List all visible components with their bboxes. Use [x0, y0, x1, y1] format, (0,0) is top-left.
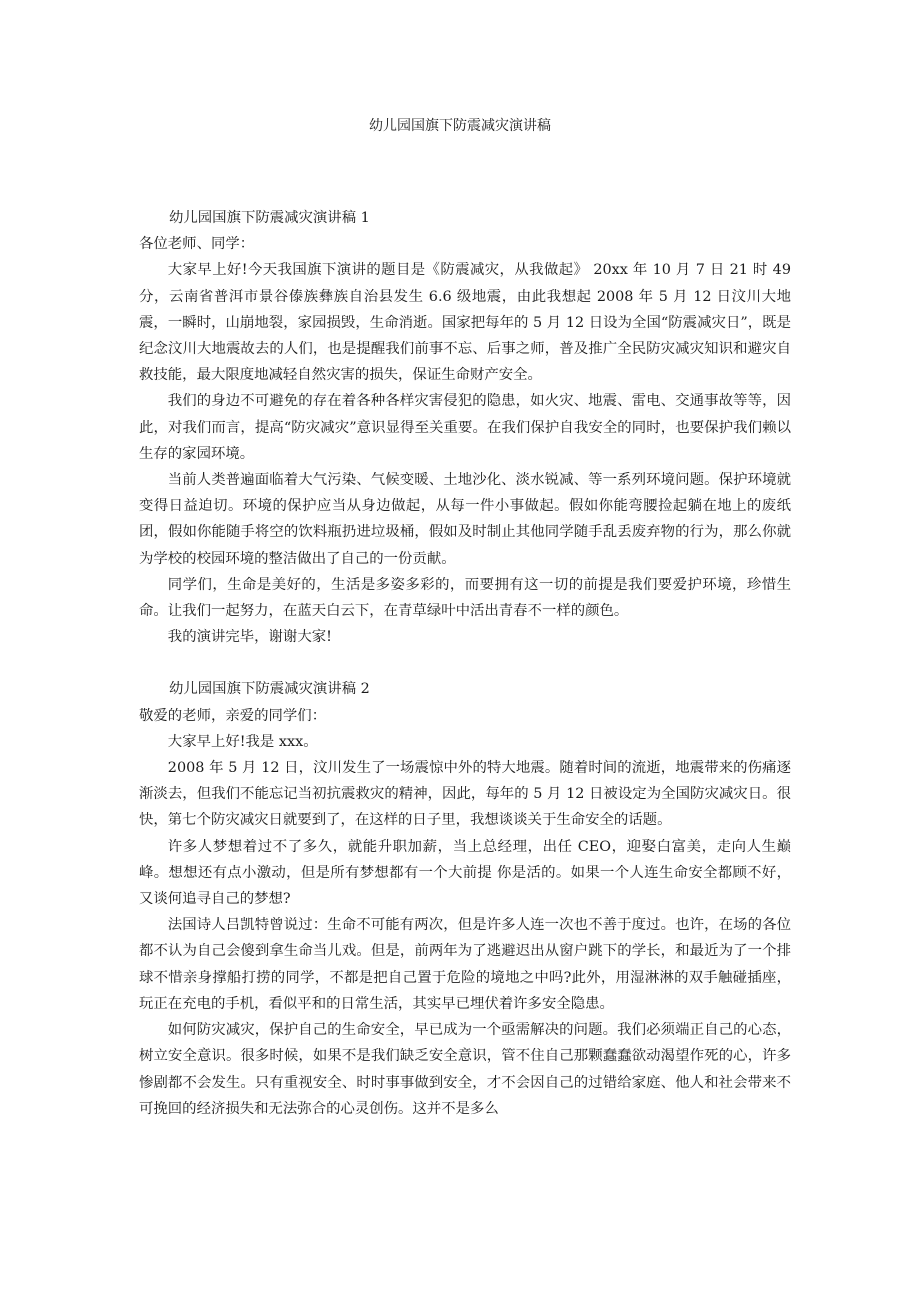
speech-1	[139, 205, 791, 650]
paragraph: 我的演讲完毕，谢谢大家!	[167, 629, 332, 646]
section-spacer	[139, 650, 791, 676]
paragraph: 我们的身边不可避免的存在着各种各样灾害侵犯的隐患，如火灾、地震、雷电、交通事故等等，因此，对我们而言，提高“防灾减灾”意识显得至关重要。在我们保护自我安全的同时，也要保护我们赖以生存的家园环境。	[139, 393, 791, 462]
document-title: 幼儿园国旗下防震减灾演讲稿	[369, 118, 551, 134]
speech-2-title: 幼儿园国旗下防震减灾演讲稿 2	[169, 681, 370, 698]
paragraph: 大家早上好!今天我国旗下演讲的题目是《防震减灾，从我做起》 20xx 年 10 月 7 日 21 时 49 分，云南省普洱市景谷傣族彝族自治县发生 6.6 级地震，由此我想起 2008 年 5 月 12 日汶川大地震，一瞬时，山崩地裂，家园损毁，生命消逝。国家把每年的 5 月 12 日设为全国“防震减灾日”，既是纪念汶川大地震故去的人们，也是提醒我们前事不忘、后事之师，普及推广全民防灾减灾知识和避灾自救技能，最大限度地减轻自然灾害的损失，保证生命财产安全。	[139, 262, 791, 384]
paragraph: 法国诗人吕凯特曾说过：生命不可能有两次，但是许多人连一次也不善于度过。也许，在场的各位都不认为自己会傻到拿生命当儿戏。但是，前两年为了逃避迟出从窗户跳下的学长，和最近为了一个排球不惜亲身撑船打捞的同学，不都是把自己置于危险的境地之中吗?此外，用湿淋淋的双手触碰插座，玩正在充电的手机，看似平和的日常生活，其实早已埋伏着许多安全隐患。	[139, 917, 791, 1012]
speech-2	[139, 676, 791, 1121]
speech-2-salutation: 敬爱的老师，亲爱的同学们：	[139, 707, 327, 724]
paragraph: 如何防灾减灾，保护自己的生命安全，早已成为一个亟需解决的问题。我们必须端正自己的心态，树立安全意识。很多时候，如果不是我们缺乏安全意识，管不住自己那颗蠢蠢欲动渴望作死的心，许多惨剧都不会发生。只有重视安全、时时事事做到安全，才不会因自己的过错给家庭、他人和社会带来不可挽回的经济损失和无法弥合的心灵创伤。这并不是多么	[139, 1022, 791, 1117]
paragraph: 许多人梦想着过不了多久，就能升职加薪，当上总经理，出任 CEO，迎娶白富美，走向人生巅峰。想想还有点小激动，但是所有梦想都有一个大前提 你是活的。如果一个人连生命安全都顾不好，又谈何追寻自己的梦想?	[139, 838, 791, 908]
document-body	[139, 205, 791, 1122]
paragraph: 大家早上好!我是 xxx。	[167, 733, 318, 750]
paragraph: 当前人类普遍面临着大气污染、气候变暖、土地沙化、淡水锐减、等一系列环境问题。保护环境就变得日益迫切。环境的保护应当从身边做起，从每一件小事做起。假如你能弯腰捡起躺在地上的废纸团，假如你能随手将空的饮料瓶扔进垃圾桶，假如及时制止其他同学随手乱丢废弃物的行为，那么你就为学校的校园环境的整洁做出了自己的一份贡献。	[139, 472, 791, 567]
paragraph: 2008 年 5 月 12 日，汶川发生了一场震惊中外的特大地震。随着时间的流逝，地震带来的伤痛逐渐淡去，但我们不能忘记当初抗震救灾的精神，因此，每年的 5 月 12 日被设定为全国防灾减灾日。很快，第七个防灾减灾日就要到了，在这样的日子里，我想谈谈关于生命安全的话题。	[139, 760, 791, 829]
speech-1-title: 幼儿园国旗下防震减灾演讲稿 1	[169, 210, 370, 226]
speech-1-salutation: 各位老师、同学：	[139, 236, 255, 253]
paragraph: 同学们，生命是美好的，生活是多姿多彩的，而要拥有这一切的前提是我们要爱护环境，珍惜生命。让我们一起努力，在蓝天白云下，在青草绿叶中活出青春不一样的颜色。	[139, 576, 791, 620]
